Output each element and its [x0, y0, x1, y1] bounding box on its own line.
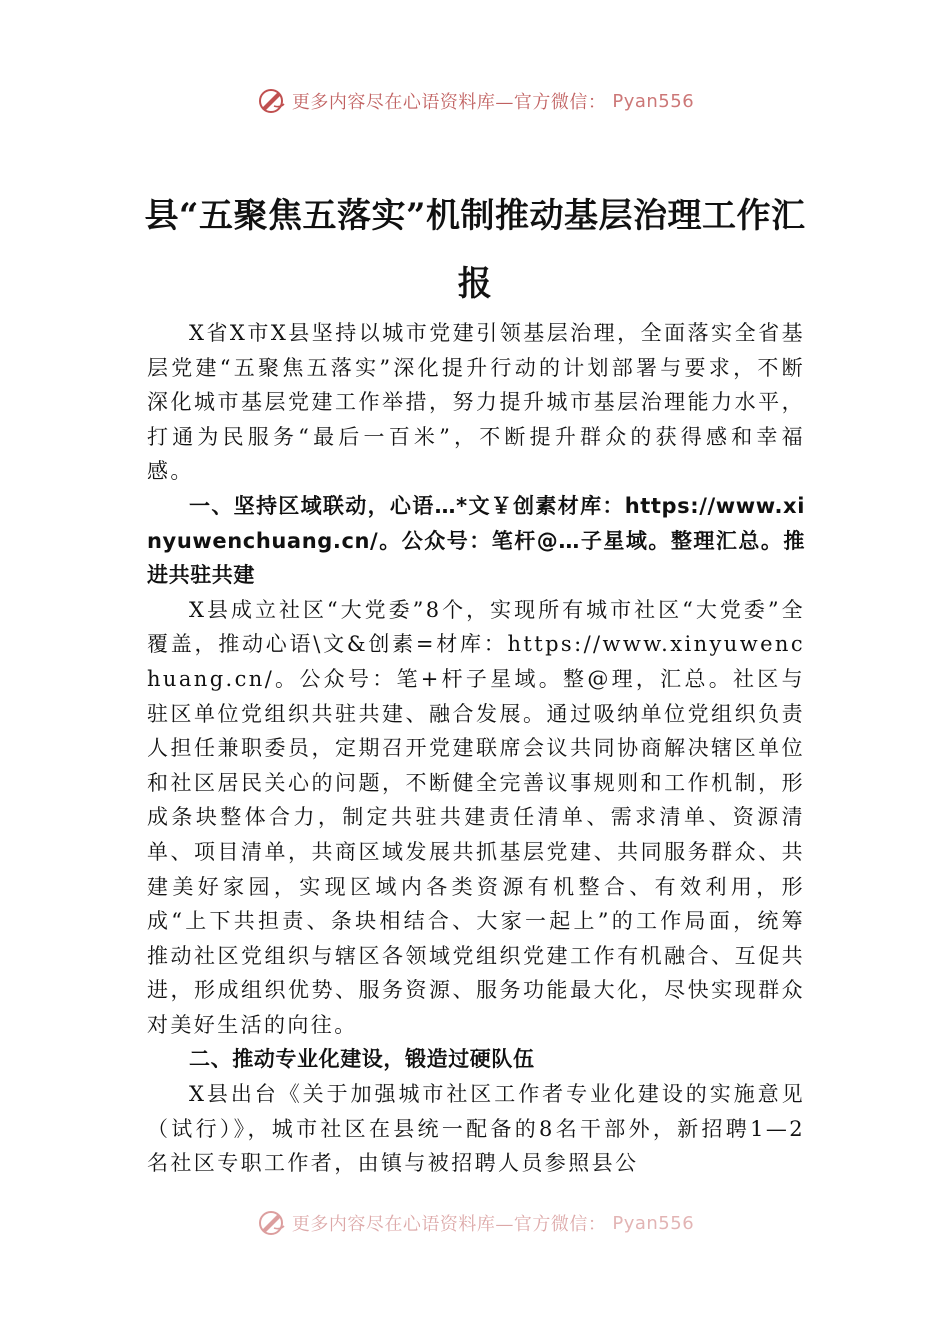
section-heading-1: 一、坚持区域联动，心语…*文￥创素材库：https://www.xinyuwenchuang.cn/。公众号：笔杆@…子星域。整理汇总。推进共驻共建: [147, 493, 805, 588]
document-title: 县“五聚焦五落实”机制推动基层治理工作汇报: [144, 196, 806, 304]
section-2-paragraph: X县出台《关于加强城市社区工作者专业化建设的实施意见（试行）》，城市社区在县统一配备的8名干部外，新招聘1—2名社区专职工作者，由镇与被招聘人员参照县公: [147, 1082, 805, 1176]
watermark-header: [0, 86, 950, 116]
watermark-id: Pyan556: [612, 90, 695, 112]
watermark-text: 更多内容尽在心语资料库—官方微信：: [291, 1214, 607, 1235]
watermark-id: Pyan556: [612, 1212, 695, 1234]
logo-icon: [256, 86, 286, 116]
section-1-paragraph: X县成立社区“大党委”8个，实现所有城市社区“大党委”全覆盖，推动心语\文&创素=材库：https://www.xinyuwenchuang.cn/。公众号：笔+杆子星域。整@理，汇总。社区与驻区单位党组织共驻共建、融合发展。通过吸纳单位党组织负责人担任兼职委员，定期召开党建联席会议共同协商解决辖区单位和社区居民关心的问题，不断健全完善议事规则和工作机制，形成条块整体合力，制定共驻共建责任清单、需求清单、资源清单、项目清单，共商区域发展共抓基层党建、共同服务群众、共建美好家园，实现区域内各类资源有机整合、有效利用，形成“上下共担责、条块相结合、大家一起上”的工作局面，统筹推动社区党组织与辖区各领域党组织党建工作有机融合、互促共进，形成组织优势、服务资源、服务功能最大化，尽快实现群众对美好生活的向往。: [147, 597, 805, 1037]
section-heading-2: 二、推动专业化建设，锻造过硬队伍: [189, 1047, 535, 1072]
logo-icon: [256, 1208, 286, 1238]
watermark-text: 更多内容尽在心语资料库—官方微信：: [291, 92, 607, 113]
document-body: [147, 316, 805, 1181]
watermark-footer: [0, 1208, 950, 1238]
intro-paragraph: X省X市X县坚持以城市党建引领基层治理，全面落实全省基层党建“五聚焦五落实”深化提升行动的计划部署与要求，不断深化城市基层党建工作举措，努力提升城市基层治理能力水平，打通为民服务“最后一百米”，不断提升群众的获得感和幸福感。: [147, 321, 805, 484]
